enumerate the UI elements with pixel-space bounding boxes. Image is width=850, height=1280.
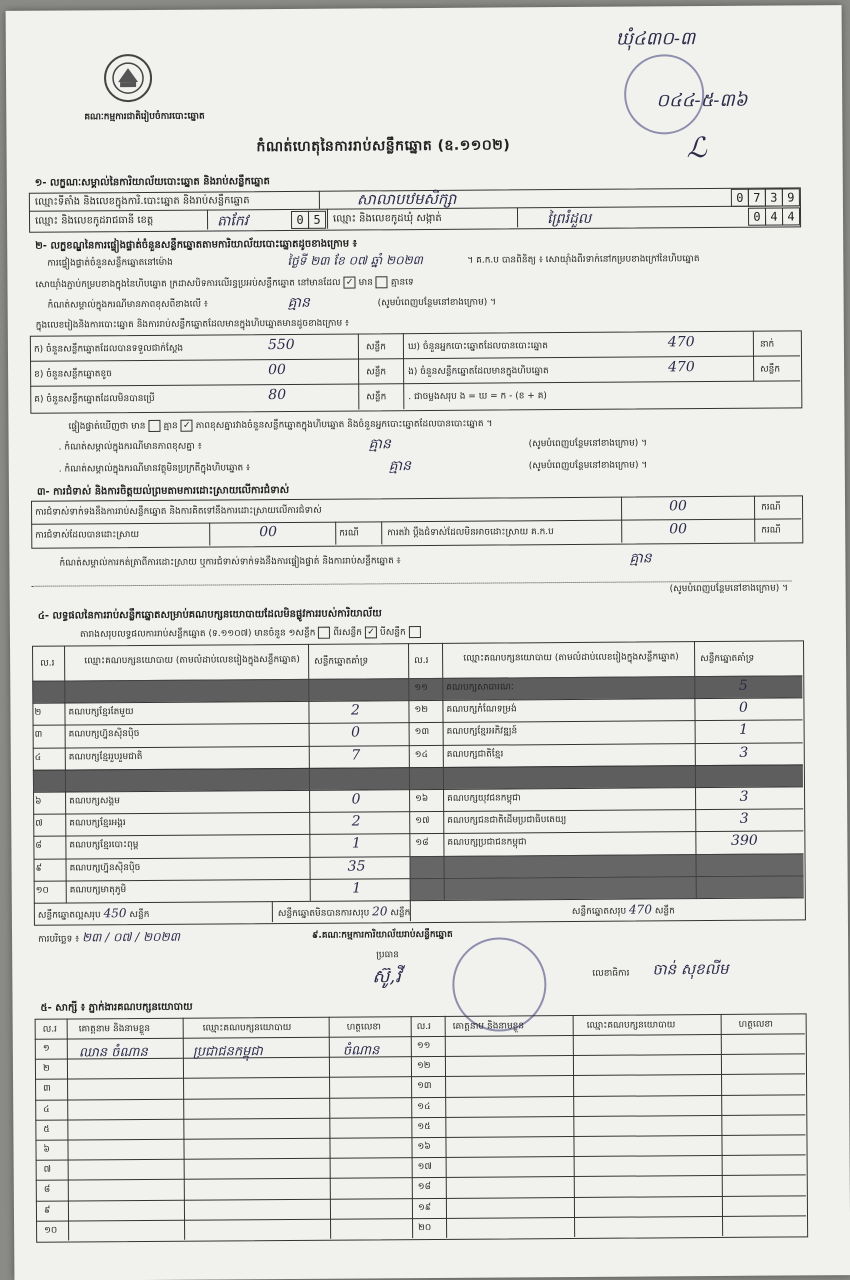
witness-header-party: ឈ្មោះគណបក្សនយោបាយ [202, 1022, 292, 1034]
objection-note-tail: (សូមបំពេញបន្ថែមនៅខាងក្រោម) ។ [669, 583, 789, 595]
party-name: គណបក្សជនជាតិដើមប្រជាធិបតេយ្យ [447, 815, 567, 827]
objection-note-value: គ្មាន [629, 550, 652, 567]
witness-row-number: ១២ [416, 1061, 431, 1072]
witness-header-name: គោត្តនាម និងនាមខ្លួន [78, 1023, 151, 1035]
party-votes: 5 [738, 677, 748, 694]
org-name: គណៈកម្មការជាតិរៀបចំការបោះឆ្នោត [84, 111, 205, 123]
witness-row-number: ៩ [43, 1205, 51, 1216]
party-name: គណបក្សហ្វ៊ុនស៊ិនប៉ិច [68, 729, 140, 740]
one-sheet-checkbox[interactable] [318, 627, 330, 639]
party-number: ១០ [35, 885, 49, 896]
province-code-digit: 0 [291, 211, 309, 229]
signature-scribble: ℒ [686, 131, 707, 165]
party-number: ៦ [35, 796, 42, 807]
witness-header-sign: ហត្ថលេខា [346, 1022, 381, 1033]
party-name: គណបក្សប្រជាជនកម្ពុជា [447, 837, 527, 849]
witness-row-number: ១៧ [417, 1162, 432, 1173]
count-received-label: ក) ចំនួនសន្លឹកឆ្នោតដែលបានទទួលជាក់ស្តែង [33, 343, 184, 355]
commune-value: ព្រៃរំដួល [546, 210, 592, 228]
witness-row-number: ១៦ [417, 1141, 431, 1153]
results-header-votes-2: សន្លឹកឆ្នោតគាំទ្រ [700, 653, 755, 665]
location-code-digit: 7 [748, 189, 766, 207]
party-name: គណបក្សយុវជនកម្ពុជា [447, 793, 521, 804]
counts-intro: ក្នុងលេខរៀងនិងការបោះឆ្នោត និងការរាប់សន្លឹកឆ្នោតដែលមានក្នុងហិបឆ្នោតមានដូចខាងក្រោម ៖ [35, 318, 350, 331]
witness-1-signature: ចំណាន [342, 1043, 380, 1059]
difference-note-label: កំណត់សម្គាល់ក្នុងករណីមានភាពខុសពីខាងលើ ៖ [47, 299, 208, 311]
ballot-total: សន្លឹកឆ្នោតសរុប 470 សន្លឹក [571, 902, 675, 918]
form-sheet [6, 5, 850, 1280]
witness-row-number: ១១ [416, 1040, 431, 1052]
witness-row-number: ៣ [43, 1084, 51, 1095]
count-voters-unit: នាក់ [759, 339, 775, 350]
unresolved-unit: ករណី [761, 525, 781, 536]
results-header-party-2: ឈ្មោះគណបក្សនយោបាយ (តាមលំដាប់លេខរៀងក្នុងសន្លឹកឆ្នោត) [463, 652, 679, 664]
party-number: ២ [34, 707, 42, 718]
party-name: គណបក្សខ្មែរតែមួយ [68, 707, 134, 718]
seal-check-text: សោយ៉ាំងភ្ជាប់កម្របខាងក្នុងនៃហិបឆ្នោត ក្រដាសបិទការលើរន្ធប្រអប់សន្លឹកឆ្នោត នៅមានដែល ✓ មាន គ្មានទេ [35, 277, 414, 291]
irregular-note-label: . កំណត់សម្គាល់ក្នុងករណីមានវត្ថុមិនប្រក្រតីក្នុងហិបឆ្នោត ៖ [58, 463, 251, 475]
party-number: ១៣ [414, 727, 430, 738]
party-number: ៣ [34, 730, 43, 741]
witness-row-number: ១០ [44, 1225, 58, 1236]
objections-value: 00 [668, 498, 687, 515]
commune-code-digit: 4 [782, 207, 800, 225]
date-line: ការបរិច្ឆេទ ៖ ២៣ / ០៧ / ២០២៣ [38, 929, 180, 945]
difference-note-tail: (សូមបំពេញបន្ថែមនៅខាងក្រោម) ។ [377, 297, 497, 309]
location-code-digit: 3 [765, 189, 783, 207]
party-number: ៤ [34, 752, 42, 763]
party-name: គណបក្សខ្មែរអភិវឌ្ឍន៍ [446, 726, 518, 738]
discrepancy-note-tail: (សូមបំពេញបន្ថែមនៅខាងក្រោម) ។ [528, 438, 648, 450]
party-votes: 1 [351, 835, 361, 852]
discrepancy-check: ផ្ទៀងផ្ទាត់ឃើញថា មាន គ្មាន ✓ ភាពខុសគ្នារវាងចំនួនសន្លឹកឆ្នោតក្នុងហិបឆ្នោត និងចំនួនអ្នកបោះឆ្នោតដែលបានបោះឆ្នោត ។ [68, 419, 493, 433]
chair-signature: ស៊ូ,វី [372, 966, 401, 988]
location-code-digit: 0 [731, 189, 749, 207]
count-voters-value: 470 [667, 334, 695, 351]
party-name: គណបក្សខ្មែរបោះពុម្ព [69, 840, 139, 851]
party-votes: 2 [350, 702, 360, 719]
secretary-name: ចាន់ សុខលីម [652, 959, 729, 979]
count-received-value: 550 [267, 336, 295, 354]
count-spoiled-unit: សន្លឹក [366, 367, 387, 378]
count-inbox-label: ង) ចំនួនសន្លឹកឆ្នោតដែលមានក្នុងហិបឆ្នោត [408, 366, 549, 378]
witness-row-number: ៥ [43, 1124, 50, 1135]
discrepancy-note-value: គ្មាន [368, 436, 391, 453]
party-name: គណបក្សខ្មែររួបរួមជាតិ [68, 751, 143, 763]
party-votes: 1 [352, 880, 362, 897]
shaded-cell [409, 853, 803, 878]
party-number: ៧ [35, 818, 43, 829]
party-votes: 7 [351, 747, 361, 764]
resolved-value: 00 [259, 524, 278, 541]
resolved-unit: ករណី [339, 528, 359, 539]
party-votes: 3 [739, 744, 749, 761]
party-votes: 390 [730, 833, 758, 850]
count-unused-value: 80 [268, 386, 287, 404]
party-votes: 0 [351, 791, 361, 808]
emblem-logo [104, 54, 152, 102]
section-1-heading: ១- លក្ខណៈសម្គាល់នៃការិយាល័យបោះឆ្នោត និងរាប់សន្លឹកឆ្នោត [34, 176, 270, 189]
section-2-heading: ២- លក្ខខណ្ឌនៃការផ្ទៀងផ្ទាត់ចំនួនសន្លឹកឆ្នោតតាមការិយាល័យបោះឆ្នោតដូចខាងក្រោម ៖ [35, 238, 358, 252]
count-formula: . ជាចម្លងសរុប ង = ឃ = ក - (ខ + គ) [408, 391, 547, 403]
shaded-cell [410, 875, 804, 900]
location-code-digit: 9 [782, 188, 800, 206]
witness-row-number: ១៥ [417, 1121, 431, 1132]
count-spoiled-label: ខ) ចំនួនសន្លឹកឆ្នោតខូច [34, 369, 112, 380]
yes-checkbox[interactable]: ✓ [344, 276, 356, 288]
witness-1-party: ប្រជាជនកម្ពុជា [192, 1044, 263, 1060]
three-sheet-checkbox[interactable] [409, 626, 421, 638]
count-spoiled-value: 00 [268, 361, 286, 379]
party-votes: 35 [347, 858, 366, 875]
witness-header-no: ល.រ [42, 1024, 58, 1035]
objection-note-label: កំណត់សម្គាល់ការកត់ត្រាពីការដោះស្រាយ ឬការជំទាស់ទាក់ទងនឹងការផ្ទៀងផ្ទាត់ និងការរាប់សន្លឹកឆ្នោត ៖ [59, 556, 401, 569]
witness-header-party-2: ឈ្មោះគណបក្សនយោបាយ [586, 1020, 676, 1031]
results-header-party: ឈ្មោះគណបក្សនយោបាយ (តាមលំដាប់លេខរៀងក្នុងសន្លឹកឆ្នោត) [84, 654, 300, 667]
objections-label: ការជំទាស់ទាក់ទងនឹងការរាប់សន្លឹកឆ្នោត និងការគិតទៅនឹងការដោះស្រាយលើការជំទាស់ [35, 505, 322, 518]
secretary-label: លេខាធិការ [592, 968, 630, 979]
objections-unit: ករណី [761, 502, 781, 513]
count-inbox-value: 470 [668, 359, 695, 376]
province-code-digit: 5 [308, 211, 326, 229]
witness-1-name: ឈាន ចំណាន [78, 1044, 148, 1061]
commune-code-digit: 4 [765, 208, 783, 226]
party-number: ១២ [414, 705, 429, 716]
two-sheet-checkbox[interactable]: ✓ [365, 626, 377, 638]
results-header-votes: សន្លឹកឆ្នោតគាំទ្រ [314, 656, 369, 667]
count-voters-label: ឃ) ចំនួនអ្នកបោះឆ្នោតដែលបានបោះឆ្នោត [407, 341, 548, 353]
sheet-count-text: តារាងសរុបលទ្ធផលការរាប់សន្លឹកឆ្នោត (ទ.១១០៧) មានចំនួន ១សន្លឹក ពីរសន្លឹក ✓ បីសន្លឹក [80, 626, 424, 641]
valid-total: សន្លឹកឆ្នោតល្អសរុប 450 សន្លឹក [37, 906, 150, 921]
difference-note-value: គ្មាន [287, 294, 310, 311]
committee-label: ៩.គណៈកម្មការការិយាល័យរាប់សន្លឹកឆ្នោត [312, 929, 453, 941]
unresolved-value: 00 [669, 521, 688, 538]
party-name: គណបក្សសង្គម [69, 796, 120, 807]
witness-row-number: ២ [42, 1063, 50, 1074]
party-number: ១១ [414, 683, 428, 694]
party-number: ៨ [35, 841, 42, 852]
verify-time-label: ការផ្ទៀងផ្ទាត់ចំនួនសន្លឹកឆ្នោតនៅម៉ោង [47, 257, 173, 269]
party-votes: 0 [738, 699, 748, 717]
discrepancy-no-checkbox[interactable]: ✓ [181, 420, 193, 432]
handwritten-ref-1: ឃុំ៤៣០-៣ [615, 28, 696, 50]
party-number: ១៨ [415, 838, 429, 849]
witness-header-name-2: គោត្តនាម និងនាមខ្លួន [452, 1021, 525, 1032]
party-votes: 1 [739, 722, 749, 739]
unresolved-label: ការតវ៉ា ប្តឹងជំទាស់ដែលមិនអាចដោះស្រាយ គ.ក.ប [387, 527, 554, 539]
page-title: កំណត់ហេតុនៃការរាប់សន្លឹកឆ្នោត (ឧ.១១០២) [256, 137, 511, 156]
party-number: ១៤ [414, 749, 429, 760]
party-name: គណបក្សសាធារណៈ [446, 682, 514, 693]
party-votes: 3 [739, 810, 749, 828]
witness-row-number: ២០ [418, 1222, 432, 1233]
witness-row-number: ១៨ [417, 1182, 432, 1193]
section-3-heading: ៣- ការជំទាស់ និងការចិត្តយល់ព្រមតាមការដោះស្រាយលើការជំទាស់ [36, 484, 290, 498]
results-header-no: ល.រ [40, 658, 55, 669]
witness-header-sign-2: ហត្ថលេខា [738, 1019, 773, 1030]
handwritten-ref-2: ០៤៤-៥-៣៦ [656, 89, 748, 112]
chair-label: ប្រធាន [376, 950, 399, 961]
verify-date: ថ្ងៃទី ២៣ ខែ ០៧ ឆ្នាំ ២០២៣ [287, 253, 423, 268]
party-votes: 0 [351, 724, 361, 741]
discrepancy-note-label: . កំណត់សម្គាល់ក្នុងករណីមានភាពខុសគ្នា ៖ [58, 441, 202, 453]
party-votes: 3 [739, 788, 749, 805]
official-stamp-top [624, 54, 705, 135]
party-name: គណបក្សកំណែទម្រង់ [446, 704, 517, 716]
count-received-unit: សន្លឹក [365, 342, 386, 353]
party-number: ៩ [35, 863, 42, 874]
witness-row-number: ៦ [43, 1144, 50, 1155]
party-name: គណបក្សជាតិខ្មែរ [446, 749, 504, 760]
witness-row-number: ១៩ [417, 1202, 432, 1213]
witness-row-number: ៤ [43, 1104, 50, 1115]
party-votes: 2 [351, 813, 361, 830]
results-header-no-2: ល.រ [414, 655, 429, 667]
count-unused-label: គ) ចំនួនសន្លឹកឆ្នោតដែលមិនបានប្រើ [34, 393, 155, 405]
party-name: គណបក្សមាតុភូមិ [69, 884, 127, 896]
witness-row-number: ៨ [43, 1185, 51, 1196]
location-label: ឈ្មោះទីតាំង និងលេខក្នុងការិ.បោះឆ្នោត និងរាប់សន្លឹកឆ្នោត [34, 195, 250, 208]
party-number: ១៧ [415, 816, 430, 827]
witness-row-number: ៧ [43, 1164, 52, 1175]
witness-header-no-2: ល.រ [416, 1021, 432, 1033]
party-number: ១៦ [415, 794, 429, 805]
resolved-label: ការជំទាស់ដែលបានដោះស្រាយ [35, 530, 140, 541]
verify-check-text: ។ គ.ក.ប បានពិនិត្យ ៖ សោយ៉ាំងពីរទាក់នៅកម្របខាងក្រៅនៃហិបឆ្នោត [467, 254, 700, 266]
province-value: តាកែវ [216, 213, 249, 230]
irregular-note-tail: (សូមបំពេញបន្ថែមនៅខាងក្រោម) ។ [528, 460, 648, 472]
witness-row-number: ១៣ [417, 1081, 432, 1092]
province-label: ឈ្មោះ និងលេខកូដរាជធានី ខេត្ត [35, 214, 154, 227]
no-checkbox[interactable] [376, 276, 388, 288]
section-5-heading: ៥- សាក្សី ៖ ភ្នាក់ងារគណបក្សនយោបាយ [40, 1001, 193, 1014]
party-name: គណបក្សហ្វ៊ុនស៊ិនប៉ិច [69, 862, 141, 874]
location-value: សាលាបឋមសិក្សា [356, 189, 457, 209]
count-unused-unit: សន្លឹក [366, 392, 387, 403]
commune-code-digit: 0 [748, 208, 766, 226]
commune-label: ឈ្មោះ និងលេខកូដឃុំ សង្កាត់ [333, 212, 442, 225]
witness-row-number: ១៤ [417, 1101, 431, 1112]
count-inbox-unit: សន្លឹក [760, 364, 781, 375]
section-4-heading: ៤- លទ្ធផលនៃការរាប់សន្លឹកឆ្នោតសម្រាប់គណបក្សនយោបាយដែលមិនផ្លូវការរបស់ការិយាល័យ [37, 608, 382, 622]
party-name: គណបក្សខ្មែរអង្គរ [69, 818, 126, 829]
irregular-note-value: គ្មាន [388, 458, 412, 475]
witness-row-number: ១ [42, 1043, 50, 1054]
invalid-total: សន្លឹកឆ្នោតមិនបានការសរុប 20 សន្លឹក [277, 904, 411, 920]
discrepancy-yes-checkbox[interactable] [148, 420, 160, 432]
